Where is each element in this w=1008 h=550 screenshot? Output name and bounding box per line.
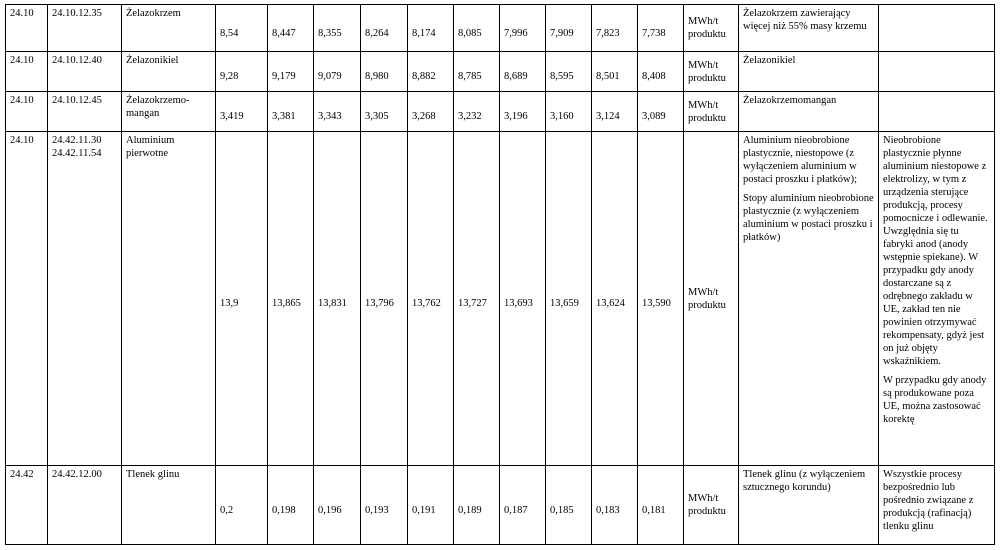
benchmark-value-cell [638,92,684,132]
process-notes: Wszystkie procesy bezpośrednio lub pośrednio związane z produkcją (rafinacją) tlenku glinu [883,469,974,532]
prodcom-code-cell [48,92,122,132]
product-name-cell [122,52,216,92]
benchmark-value: 8,447 [272,27,296,39]
product-name: Aluminium pierwotne [126,135,175,159]
prodcom-code: 24.10.12.40 [52,55,102,66]
benchmark-value-cell [454,466,500,545]
prodcom-code: 24.10.12.45 [52,95,102,106]
benchmark-value-cell [454,5,500,52]
benchmark-value-cell [638,466,684,545]
unit: MWh/t [688,59,719,71]
benchmark-value-cell [268,5,314,52]
benchmark-value: 8,174 [412,27,436,39]
unit-cell [684,92,739,132]
benchmark-value-cell [592,52,638,92]
benchmark-value: 13,693 [504,298,533,309]
benchmark-value-cell [500,92,546,132]
prodcom-code: 24.42.11.54 [52,148,102,159]
benchmark-value: 9,079 [318,71,342,82]
benchmark-value: 8,264 [365,27,389,39]
benchmark-value: 3,196 [504,111,528,122]
benchmark-value-cell [314,132,361,466]
benchmark-value: 0,196 [318,504,342,516]
benchmark-value-cell [268,466,314,545]
benchmark-value-cell [216,132,268,466]
product-description: Aluminium nieobrobione plastycznie, niestopowe (z wyłączeniem aluminium w postaci proszku i płatków); [743,135,858,185]
benchmark-value-cell [592,466,638,545]
benchmark-value-cell [546,466,592,545]
benchmark-value-cell [454,92,500,132]
table-row [6,132,995,466]
benchmark-value-cell [546,5,592,52]
benchmark-value-cell [314,52,361,92]
unit: MWh/t [688,286,719,298]
benchmark-value: 9,28 [220,71,239,82]
benchmark-value: 0,193 [365,504,389,516]
benchmark-value: 8,689 [504,71,528,82]
benchmark-value: 13,865 [272,298,301,309]
nace-code-cell [6,466,48,545]
benchmark-value-cell [592,132,638,466]
benchmark-value-cell [408,92,454,132]
product-name-cell [122,466,216,545]
benchmark-value: 13,727 [458,298,487,309]
product-name-cell [122,92,216,132]
benchmark-value: 3,232 [458,111,482,122]
unit: produktu [688,72,726,84]
product-description-cell [739,92,879,132]
product-description-cell [739,52,879,92]
benchmark-value-cell [500,52,546,92]
nace-code: 24.10 [10,8,34,19]
benchmark-value-cell [268,132,314,466]
unit: produktu [688,299,726,311]
benchmark-value: 0,198 [272,504,296,516]
benchmark-value-cell [500,5,546,52]
benchmark-value: 8,355 [318,27,342,39]
benchmark-value-cell [361,132,408,466]
unit: MWh/t [688,99,719,111]
process-notes-cell [879,466,995,545]
nace-code: 24.42 [10,469,34,480]
table-row [6,52,995,92]
prodcom-code-cell [48,52,122,92]
benchmark-value-cell [546,132,592,466]
unit: MWh/t [688,493,719,504]
benchmark-value-cell [500,132,546,466]
product-name: Tlenek glinu [126,469,180,480]
table-row [6,92,995,132]
benchmark-value: 3,381 [272,111,296,122]
benchmark-value: 3,419 [220,111,244,122]
unit: produktu [688,29,726,40]
benchmark-value: 13,659 [550,298,579,309]
benchmark-value-cell [638,52,684,92]
benchmark-value-cell [314,5,361,52]
nace-code-cell [6,52,48,92]
benchmark-value: 7,909 [550,27,574,39]
benchmark-value: 0,187 [504,504,528,516]
process-notes-cell [879,132,995,466]
process-notes-cell [879,5,995,52]
benchmark-value: 3,268 [412,111,436,122]
benchmark-value: 9,179 [272,71,296,82]
benchmark-value-cell [408,5,454,52]
benchmark-value: 13,590 [642,298,671,309]
prodcom-code-cell [48,5,122,52]
benchmark-value-cell [216,5,268,52]
product-description: Stopy aluminium nieobrobione plastycznie (z wyłączeniem aluminium w postaci proszku i płatków) [743,193,874,243]
nace-code: 24.10 [10,55,34,66]
benchmark-value: 3,305 [365,111,389,122]
benchmark-value: 0,185 [550,504,574,516]
prodcom-code-cell [48,466,122,545]
process-notes: W przypadku gdy anody są produkowane poza UE, można zastosować korektę [883,375,987,425]
benchmark-value-cell [216,52,268,92]
benchmark-value-cell [268,52,314,92]
product-description-cell [739,466,879,545]
benchmark-value: 8,408 [642,71,666,82]
product-description: Tlenek glinu (z wyłączeniem sztucznego korundu) [743,469,866,493]
benchmark-value-cell [638,5,684,52]
benchmark-value-cell [592,92,638,132]
benchmark-value-cell [546,52,592,92]
nace-code: 24.10 [10,95,34,106]
prodcom-code: 24.42.12.00 [52,469,102,480]
product-name: Żelazokrzem [126,8,181,19]
benchmark-value: 3,124 [596,111,620,122]
unit: produktu [688,112,726,124]
benchmark-value-cell [361,52,408,92]
benchmark-value: 13,9 [220,298,239,309]
benchmark-value: 8,501 [596,71,620,82]
unit-cell [684,52,739,92]
benchmark-value: 0,2 [220,504,234,516]
benchmark-value: 0,191 [412,504,436,516]
product-description: Żelazokrzem zawierający więcej niż 55% masy krzemu [743,8,867,32]
benchmark-value-cell [268,92,314,132]
benchmark-value: 8,085 [458,27,482,39]
benchmark-value-cell [361,92,408,132]
benchmark-value-cell [314,92,361,132]
benchmark-value: 0,183 [596,504,620,516]
benchmark-value-cell [500,466,546,545]
benchmark-value: 13,762 [412,298,441,309]
unit-cell [684,5,739,52]
table-row [6,5,995,52]
unit-cell [684,132,739,466]
benchmark-value: 13,796 [365,298,394,309]
benchmark-table [5,4,995,545]
product-name-cell [122,132,216,466]
nace-code-cell [6,132,48,466]
benchmark-value-cell [408,466,454,545]
benchmark-value: 3,343 [318,111,342,122]
benchmark-value: 7,996 [504,27,528,39]
benchmark-value: 13,831 [318,298,347,309]
benchmark-value: 0,181 [642,504,666,516]
benchmark-value-cell [361,5,408,52]
nace-code: 24.10 [10,135,34,146]
table-row [6,466,995,545]
unit-cell [684,466,739,545]
product-name: Żelazonikiel [126,55,179,66]
product-name-cell [122,5,216,52]
product-description: Żelazonikiel [743,55,796,66]
benchmark-value-cell [454,52,500,92]
prodcom-code: 24.10.12.35 [52,8,102,19]
benchmark-value-cell [361,466,408,545]
prodcom-code: 24.42.11.30 [52,135,102,146]
benchmark-value: 8,54 [220,27,239,39]
process-notes-cell [879,52,995,92]
product-description-cell [739,132,879,466]
product-description-cell [739,5,879,52]
benchmark-value: 8,785 [458,71,482,82]
benchmark-value: 8,882 [412,71,436,82]
benchmark-value-cell [592,5,638,52]
benchmark-value-cell [546,92,592,132]
product-name: Żelazokrzemo-mangan [126,95,190,119]
benchmark-value: 3,089 [642,111,666,122]
prodcom-code-cell [48,132,122,466]
benchmark-value-cell [408,52,454,92]
benchmark-value-cell [408,132,454,466]
unit: produktu [688,506,726,517]
product-description: Żelazokrzemomangan [743,95,837,106]
benchmark-value-cell [638,132,684,466]
benchmark-value: 3,160 [550,111,574,122]
nace-code-cell [6,5,48,52]
benchmark-value-cell [454,132,500,466]
process-notes: Nieobrobione plastycznie płynne aluminium niestopowe z elektrolizy, w tym z urządzenia sterujące produkcją, procesy pomocnicze i odlewanie. Uwzględnia się tu fabryki anod (anody wstępnie spiekane). W przypadku gdy anody dostarczane są z odrębnego zakładu w UE, zakład ten nie powinien otrzymywać rekompensaty, gdyż jest on już objęty wskaźnikiem. [883,135,988,367]
table-body [6,5,995,545]
unit: MWh/t [688,16,719,27]
benchmark-value: 13,624 [596,298,625,309]
benchmark-value: 7,823 [596,27,620,39]
benchmark-value: 8,980 [365,71,389,82]
process-notes-cell [879,92,995,132]
benchmark-value: 0,189 [458,504,482,516]
benchmark-value-cell [314,466,361,545]
benchmark-value-cell [216,466,268,545]
benchmark-value: 8,595 [550,71,574,82]
benchmark-value-cell [216,92,268,132]
nace-code-cell [6,92,48,132]
benchmark-value: 7,738 [642,27,666,39]
